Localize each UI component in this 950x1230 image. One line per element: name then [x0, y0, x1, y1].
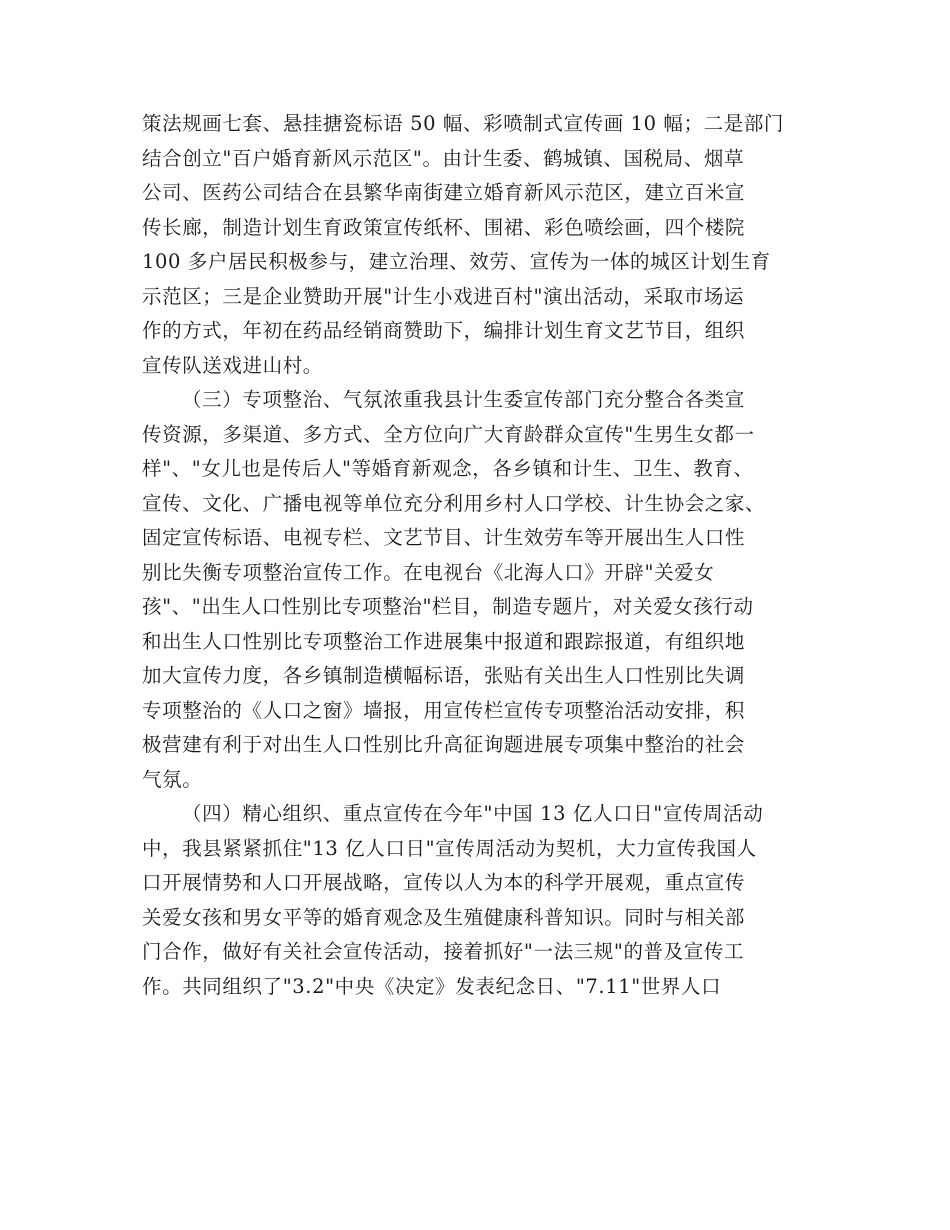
text-line: （三）专项整治、气氛浓重我县计生委宣传部门充分整合各类宣: [182, 388, 745, 411]
text-line: 100 多户居民积极参与，建立治理、效劳、宣传为一体的城区计划生育: [142, 250, 771, 273]
text-line: 中，我县紧紧抓住"13 亿人口日"宣传周活动为契机，大力宣传我国人: [142, 836, 757, 860]
text-line: 作的方式，年初在药品经销商赞助下，编排计划生育文艺节目，组织: [142, 319, 746, 342]
paragraph-3: [142, 797, 822, 1004]
text-line: 公司、医药公司结合在县繁华南街建立婚育新风示范区，建立百米宣: [142, 181, 746, 204]
text-line: 示范区；三是企业赞助开展"计生小戏进百村"演出活动，采取市场运: [142, 284, 745, 308]
text-line: 作。共同组织了"3.2"中央《决定》发表纪念日、"7.11"世界人口: [142, 974, 722, 998]
text-line: 宣传、文化、广播电视等单位充分利用乡村人口学校、计生协会之家、: [142, 491, 766, 515]
text-line: 固定宣传标语、电视专栏、文艺节目、计生效劳车等开展出生人口性: [142, 526, 746, 549]
text-line: 孩"、"出生人口性别比专项整治"栏目，制造专题片，对关爱女孩行动: [142, 595, 754, 618]
paragraph-2: [142, 383, 822, 797]
text-line: 策法规画七套、悬挂搪瓷标语 50 幅、彩喷制式宣传画 10 幅；二是部门: [142, 112, 785, 135]
text-line: 关爱女孩和男女平等的婚育观念及生殖健康科普知识。同时与相关部: [142, 905, 746, 929]
text-line: 专项整治的《人口之窗》墙报，用宣传栏宣传专项整治活动安排，积: [142, 698, 746, 722]
text-line: 传资源，多渠道、多方式、全方位向广大育龄群众宣传"生男生女都一: [142, 422, 755, 446]
paragraph-1: [142, 107, 822, 383]
text-line: 结合创立"百户婚育新风示范区"。由计生委、鹤城镇、国税局、烟草: [142, 146, 745, 170]
text-line: 样"、"女儿也是传后人"等婚育新观念，各乡镇和计生、卫生、教育、: [142, 457, 754, 480]
text-line: 口开展情势和人口开展战略，宣传以人为本的科学开展观，重点宣传: [142, 871, 746, 894]
text-line: 加大宣传力度，各乡镇制造横幅标语，张贴有关出生人口性别比失调: [142, 664, 746, 687]
text-line: 传长廊，制造计划生育政策宣传纸杯、围裙、彩色喷绘画，四个楼院: [142, 215, 746, 239]
text-line: 别比失衡专项整治宣传工作。在电视台《北海人口》开辟"关爱女: [142, 560, 715, 584]
text-line: 极营建有利于对出生人口性别比升高征询题进展专项集中整治的社会: [142, 733, 746, 756]
text-line: 门合作，做好有关社会宣传活动，接着抓好"一法三规"的普及宣传工: [142, 940, 745, 963]
document-body: [142, 107, 822, 1004]
text-line: 宣传队送戏进山村。: [142, 353, 323, 377]
text-line: （四）精心组织、重点宣传在今年"中国 13 亿人口日"宣传周活动: [182, 802, 764, 825]
text-line: 和出生人口性别比专项整治工作进展集中报道和跟踪报道，有组织地: [142, 629, 746, 653]
text-line: 气氛。: [142, 767, 203, 791]
